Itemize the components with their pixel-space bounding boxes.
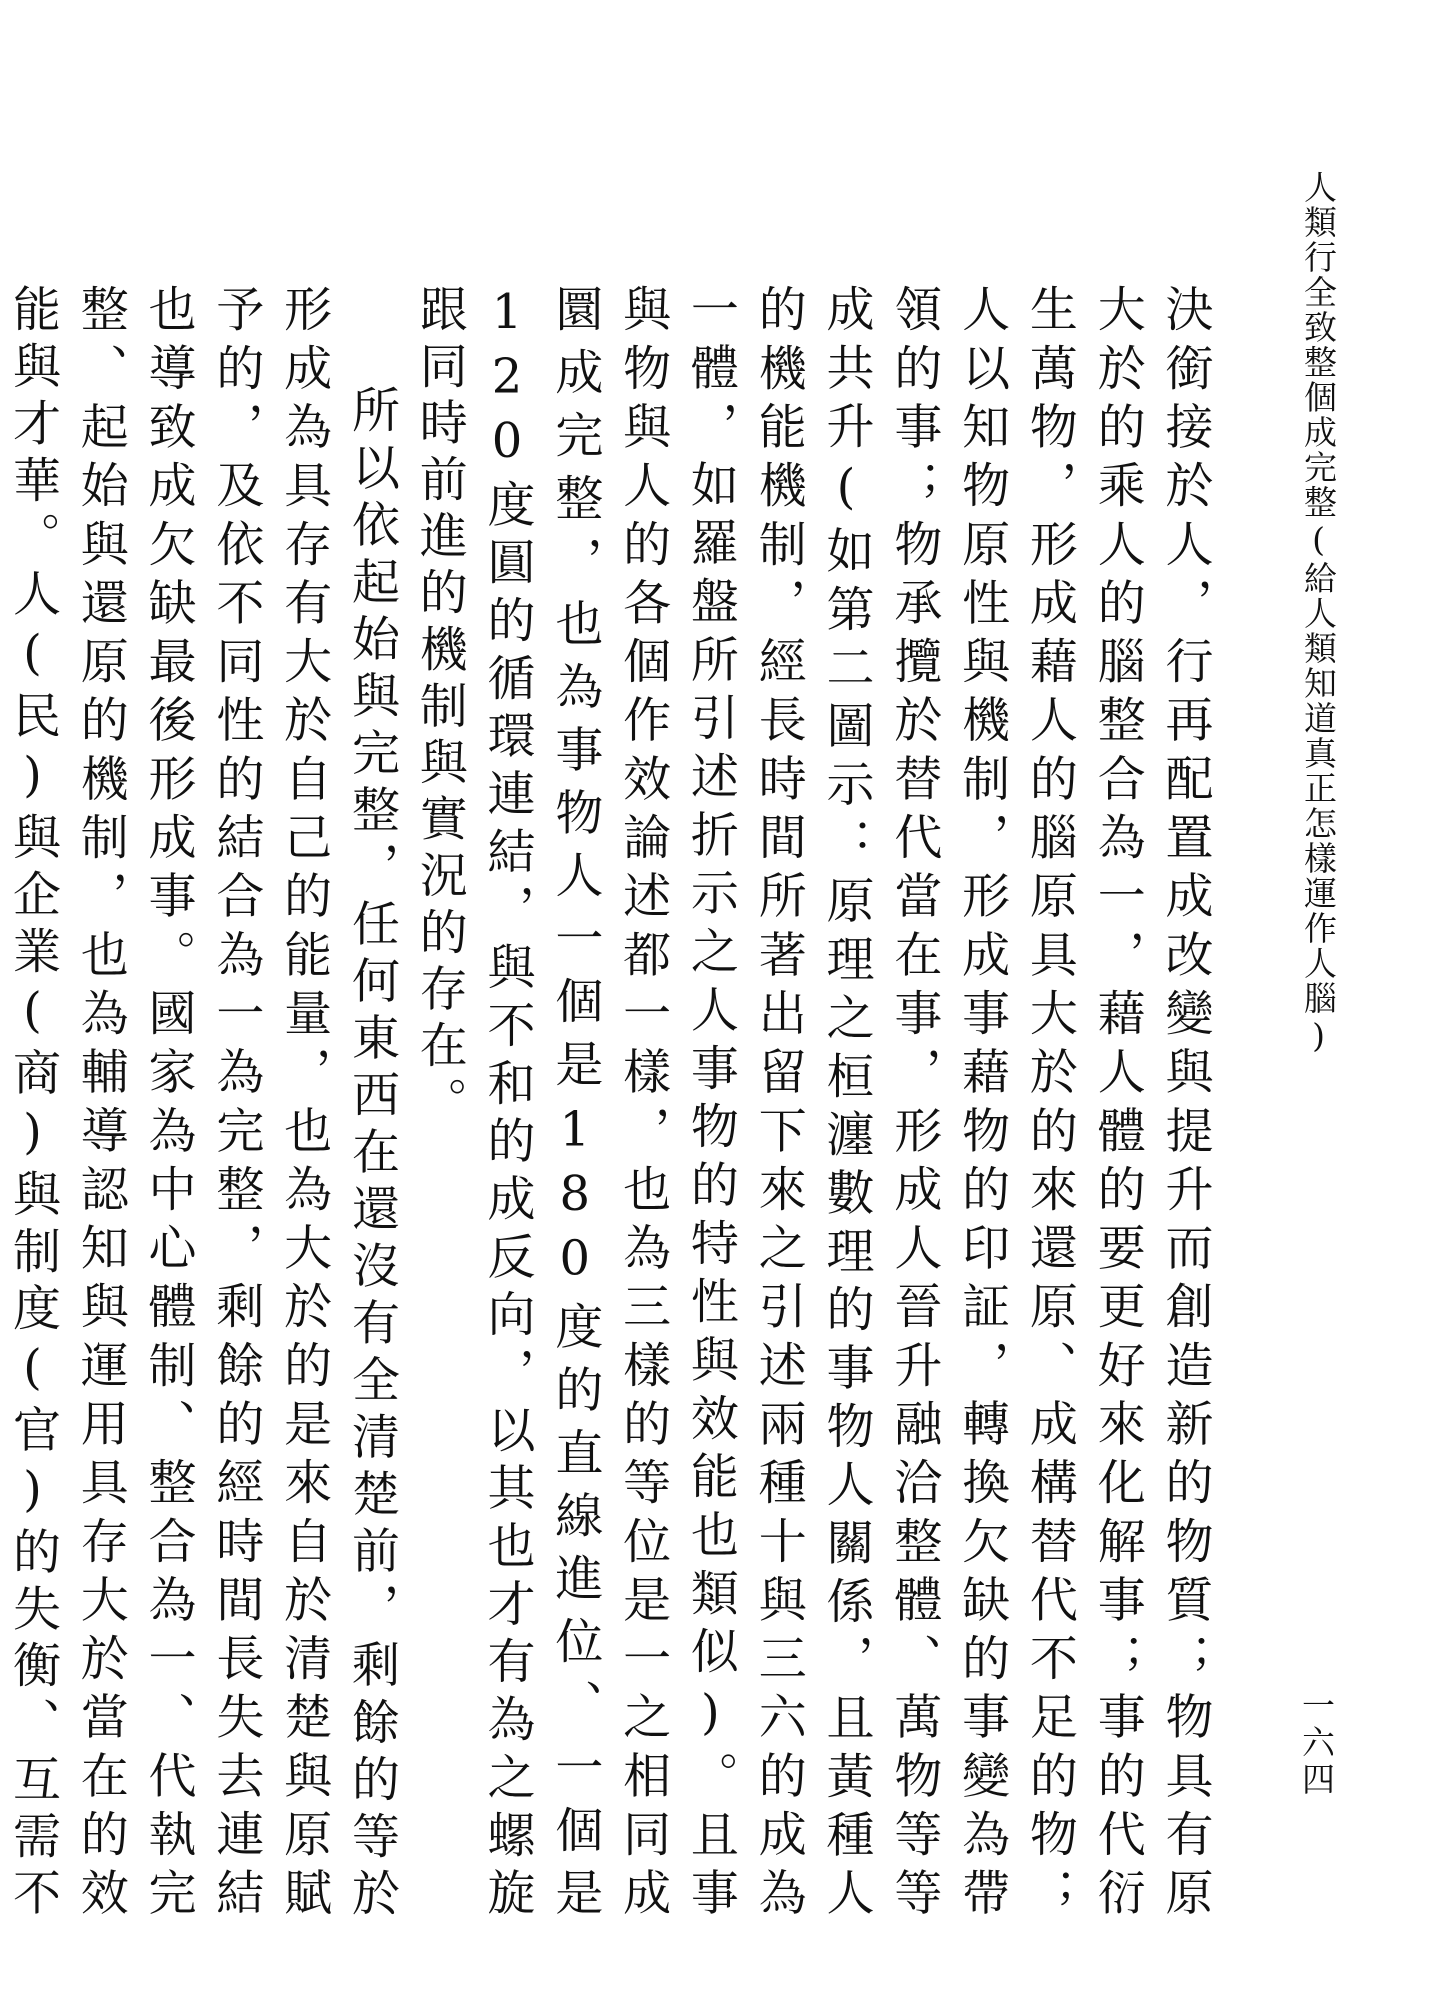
paragraph-2: 所以依起始與完整，任何東西在還沒有全清楚前，剩餘的等於形成為具存有大於自己的能量，也為大於的是來自於清楚與原賦予的，及依不同性的結合為一為完整，剩餘的經時間長失去連結也導致成欠缺最後形成事。國家為中心體制、整合為一、代執完整、起始與還原的機制，也為輔導認知與運用具存大於當在的效能與才華。人(民)與企業(商)與制度(官)的失衡、互需不 xyxy=(4,284,400,1924)
body-text xyxy=(0,284,1218,1924)
running-header: 人類行全致整個成完整(給人類知道真正怎樣運作人腦) xyxy=(1299,170,1338,1057)
paragraph-1: 決銜接於人，行再配置成改變與提升而創造新的物質；物具有原大於的乘人的腦整合為一，藉人體的要更好來化解事；事的代衍生萬物，形成藉人的腦原具大於的來還原、成構替代不足的物；人以知物原性與機制，形成事藉物的印証，轉換欠缺的事變為帶領的事；物承攬於替代當在事，形成人晉升融洽整體、萬物等等成共升(如第二圖示：原理之桓瀍數理的事物人關係，且黃種人的機能機制，經長時間所著出留下來之引述兩種十與三六的成為一體，如羅盤所引述折示之人事物的特性與效能也類似)。且事與物與人的各個作效論述都一樣，也為三樣的等位是一之相同成圜成完整，也為事物人一個是180度的直線進位、一個是120度圓的循環連結，與不和的成反向，以其也才有為之螺旋跟同時前進的機制與實況的存在。 xyxy=(411,284,1213,1924)
page-number: 一六四 xyxy=(1297,1688,1336,1799)
